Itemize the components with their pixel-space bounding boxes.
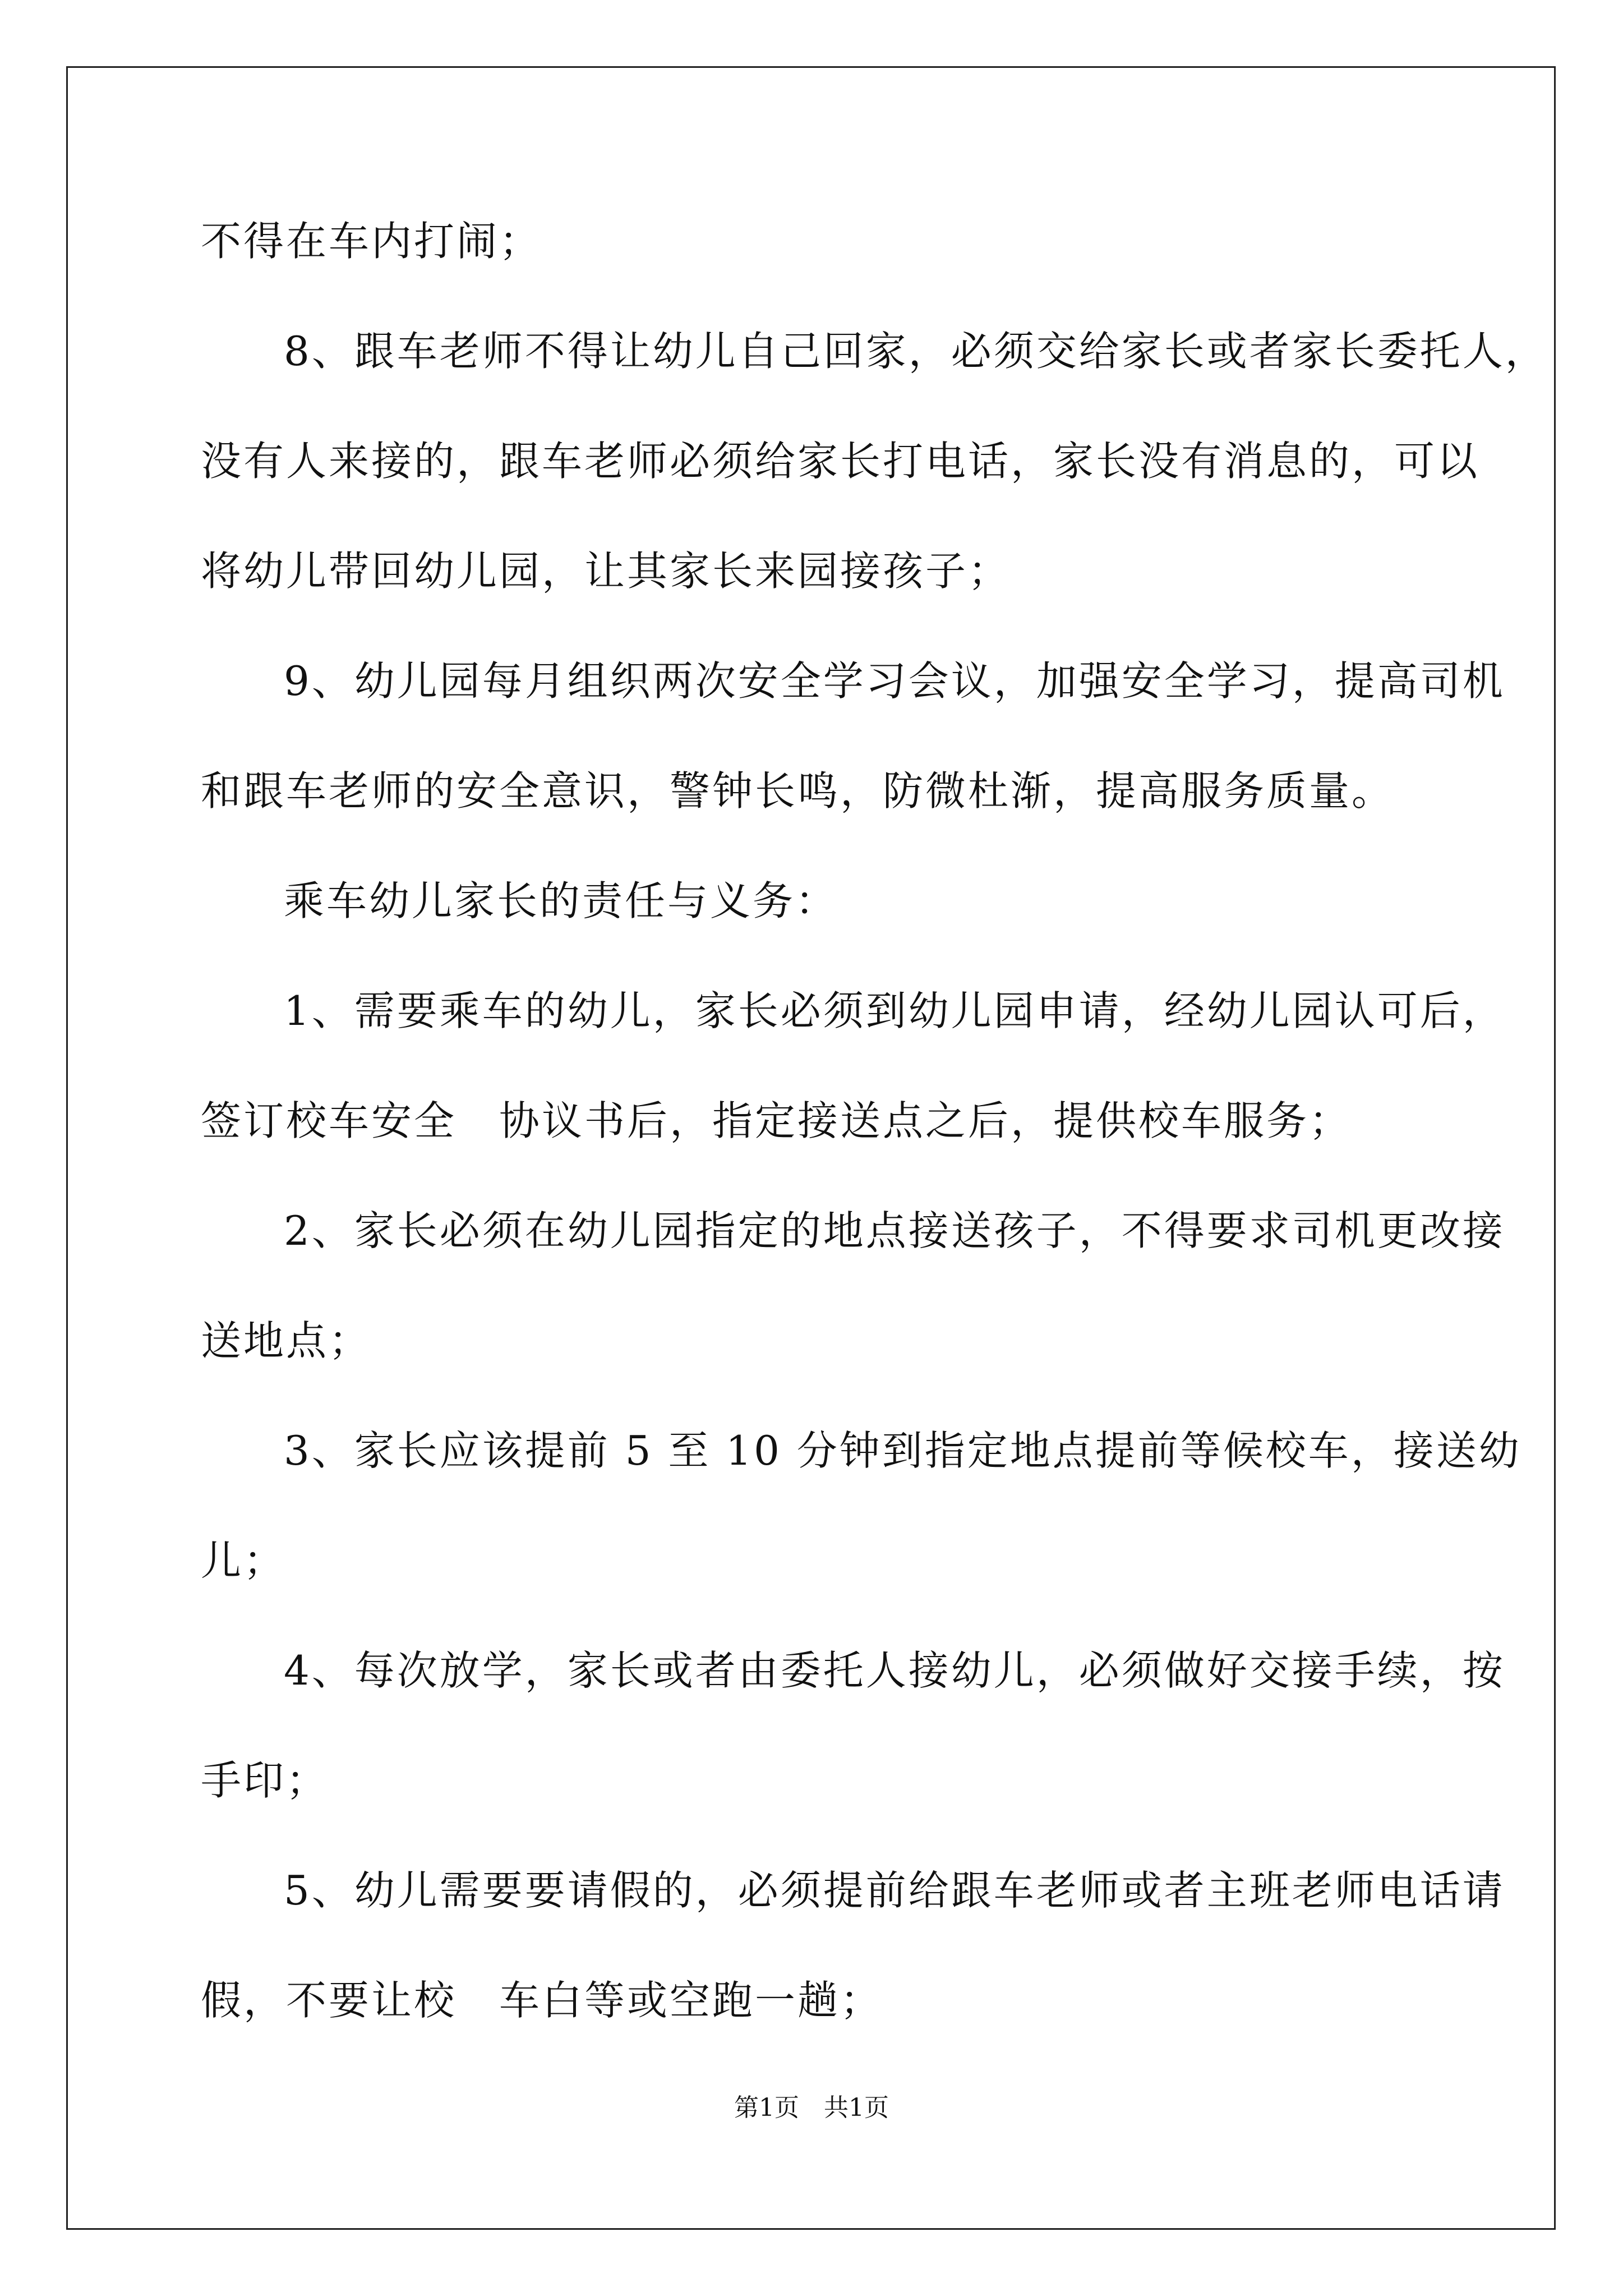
text-line: 送地点； xyxy=(201,1317,372,1364)
text-line: 假，不要让校 车白等或空跑一趟； xyxy=(201,1977,883,2024)
text-line: 没有人来接的，跟车老师必须给家长打电话，家长没有消息的，可以 xyxy=(201,438,1480,485)
text-line: 9、幼儿园每月组织两次安全学习会议，加强安全学习，提高司机 xyxy=(284,657,1505,705)
text-line: 4、每次放学，家长或者由委托人接幼儿，必须做好交接手续，按 xyxy=(284,1647,1505,1694)
section-heading: 乘车幼儿家长的责任与义务： xyxy=(284,877,838,924)
text-line: 签订校车安全 协议书后，指定接送点之后，提供校车服务； xyxy=(201,1097,1352,1144)
text-line: 不得在车内打闹； xyxy=(201,218,542,265)
text-line: 8、跟车老师不得让幼儿自己回家，必须交给家长或者家长委托人， xyxy=(284,328,1548,375)
text-line: 1、需要乘车的幼儿，家长必须到幼儿园申请，经幼儿园认可后， xyxy=(284,987,1505,1034)
text-line: 和跟车老师的安全意识，警钟长鸣，防微杜渐，提高服务质量。 xyxy=(201,767,1395,815)
text-line: 手印； xyxy=(201,1757,329,1804)
text-line: 2、家长必须在幼儿园指定的地点接送孩子，不得要求司机更改接 xyxy=(284,1207,1505,1254)
text-line: 3、家长应该提前 5 至 10 分钟到指定地点提前等候校车，接送幼 xyxy=(284,1427,1521,1474)
text-line: 5、幼儿需要要请假的，必须提前给跟车老师或者主班老师电话请 xyxy=(284,1867,1505,1914)
text-line: 儿； xyxy=(201,1537,287,1584)
text-line: 将幼儿带回幼儿园，让其家长来园接孩子； xyxy=(201,547,1011,595)
page-footer: 第1页 共1页 xyxy=(734,2093,889,2122)
